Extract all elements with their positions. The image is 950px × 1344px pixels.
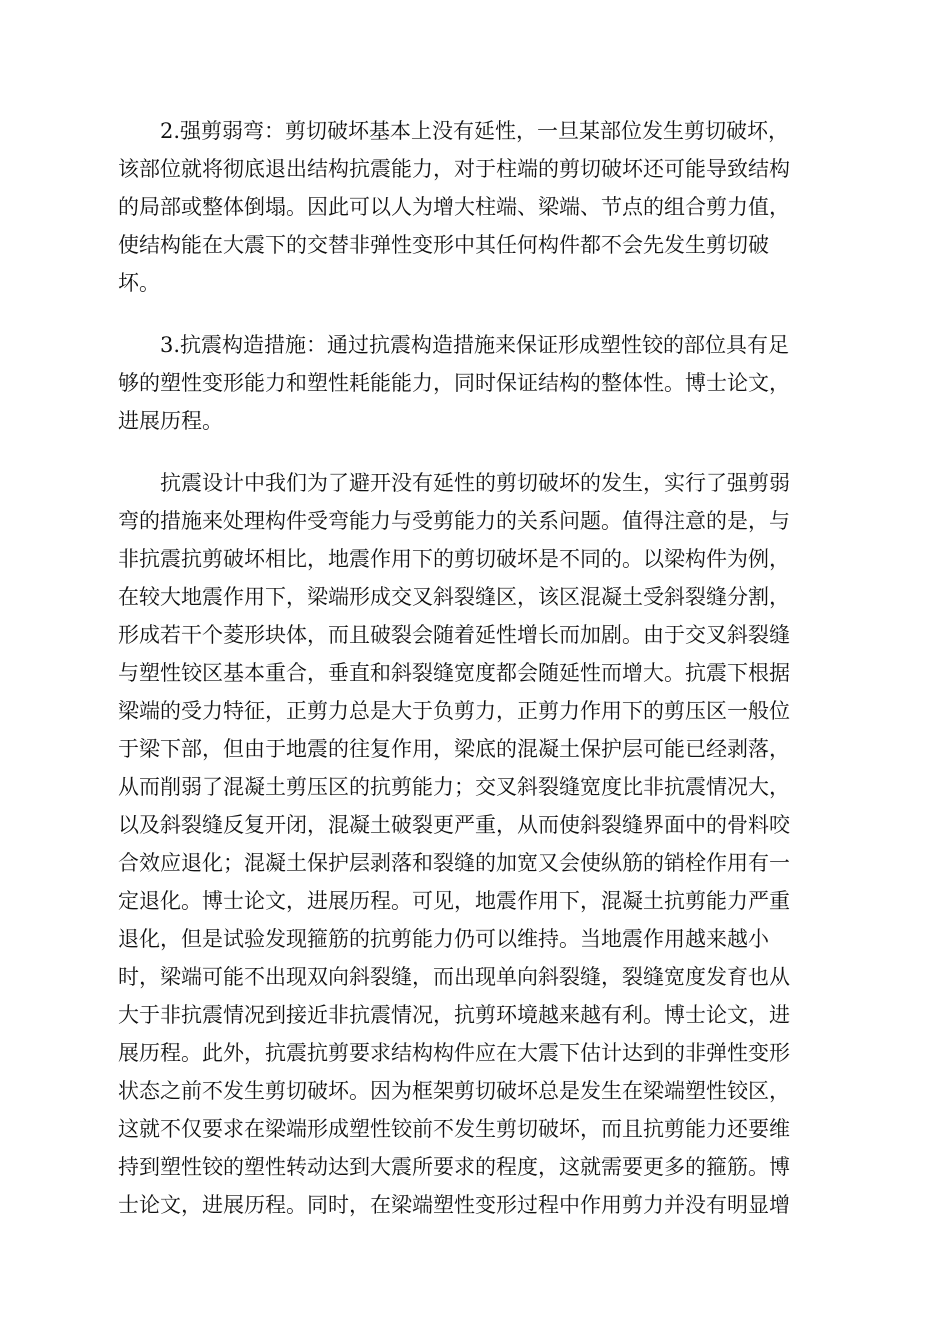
paragraph-seismic-detailing	[118, 326, 830, 440]
paragraph-strong-shear-weak-bending	[118, 112, 830, 302]
text-line: 合效应退化；混凝土保护层剥落和裂缝的加宽又会使纵筋的销栓作用有一	[118, 851, 790, 875]
text-line: 抗震设计中我们为了避开没有延性的剪切破坏的发生，实行了强剪弱	[160, 471, 790, 495]
text-line: 状态之前不发生剪切破坏。因为框架剪切破坏总是发生在梁端塑性铰区，	[118, 1079, 790, 1103]
paragraph-spacer	[118, 440, 830, 464]
text-line: 使结构能在大震下的交替非弹性变形中其任何构件都不会先发生剪切破	[118, 233, 769, 257]
paragraph-seismic-design-discussion	[118, 464, 830, 1224]
text-line: 2.强剪弱弯：剪切破坏基本上没有延性，一旦某部位发生剪切破坏，	[160, 119, 790, 143]
text-line: 的局部或整体倒塌。因此可以人为增大柱端、梁端、节点的组合剪力值，	[118, 195, 790, 219]
text-line: 士论文，进展历程。同时，在梁端塑性变形过程中作用剪力并没有明显增	[118, 1193, 790, 1217]
text-line: 从而削弱了混凝土剪压区的抗剪能力；交叉斜裂缝宽度比非抗震情况大，	[118, 775, 790, 799]
text-line: 持到塑性铰的塑性转动达到大震所要求的程度，这就需要更多的箍筋。博	[118, 1155, 790, 1179]
text-line: 进展历程。	[118, 409, 223, 433]
text-line: 弯的措施来处理构件受弯能力与受剪能力的关系问题。值得注意的是，与	[118, 509, 790, 533]
text-line: 展历程。此外，抗震抗剪要求结构构件应在大震下估计达到的非弹性变形	[118, 1041, 790, 1065]
paragraph-spacer	[118, 302, 830, 326]
text-line: 坏。	[118, 271, 160, 295]
text-line: 与塑性铰区基本重合，垂直和斜裂缝宽度都会随延性而增大。抗震下根据	[118, 661, 790, 685]
text-line: 梁端的受力特征，正剪力总是大于负剪力，正剪力作用下的剪压区一般位	[118, 699, 790, 723]
text-line: 定退化。博士论文，进展历程。可见，地震作用下，混凝土抗剪能力严重	[118, 889, 790, 913]
text-line: 非抗震抗剪破坏相比，地震作用下的剪切破坏是不同的。以梁构件为例，	[118, 547, 790, 571]
text-line: 形成若干个菱形块体，而且破裂会随着延性增长而加剧。由于交叉斜裂缝	[118, 623, 790, 647]
text-line: 够的塑性变形能力和塑性耗能能力，同时保证结构的整体性。博士论文，	[118, 371, 790, 395]
text-line: 该部位就将彻底退出结构抗震能力，对于柱端的剪切破坏还可能导致结构	[118, 157, 790, 181]
text-line: 在较大地震作用下，梁端形成交叉斜裂缝区，该区混凝土受斜裂缝分割，	[118, 585, 790, 609]
text-line: 大于非抗震情况到接近非抗震情况，抗剪环境越来越有利。博士论文，进	[118, 1003, 790, 1027]
text-line: 3.抗震构造措施：通过抗震构造措施来保证形成塑性铰的部位具有足	[160, 333, 790, 357]
text-line: 这就不仅要求在梁端形成塑性铰前不发生剪切破坏，而且抗剪能力还要维	[118, 1117, 790, 1141]
text-line: 以及斜裂缝反复开闭，混凝土破裂更严重，从而使斜裂缝界面中的骨料咬	[118, 813, 790, 837]
text-line: 时，梁端可能不出现双向斜裂缝，而出现单向斜裂缝，裂缝宽度发育也从	[118, 965, 790, 989]
text-line: 于梁下部，但由于地震的往复作用，梁底的混凝土保护层可能已经剥落，	[118, 737, 790, 761]
document-body	[118, 112, 830, 1224]
text-line: 退化，但是试验发现箍筋的抗剪能力仍可以维持。当地震作用越来越小	[118, 927, 769, 951]
